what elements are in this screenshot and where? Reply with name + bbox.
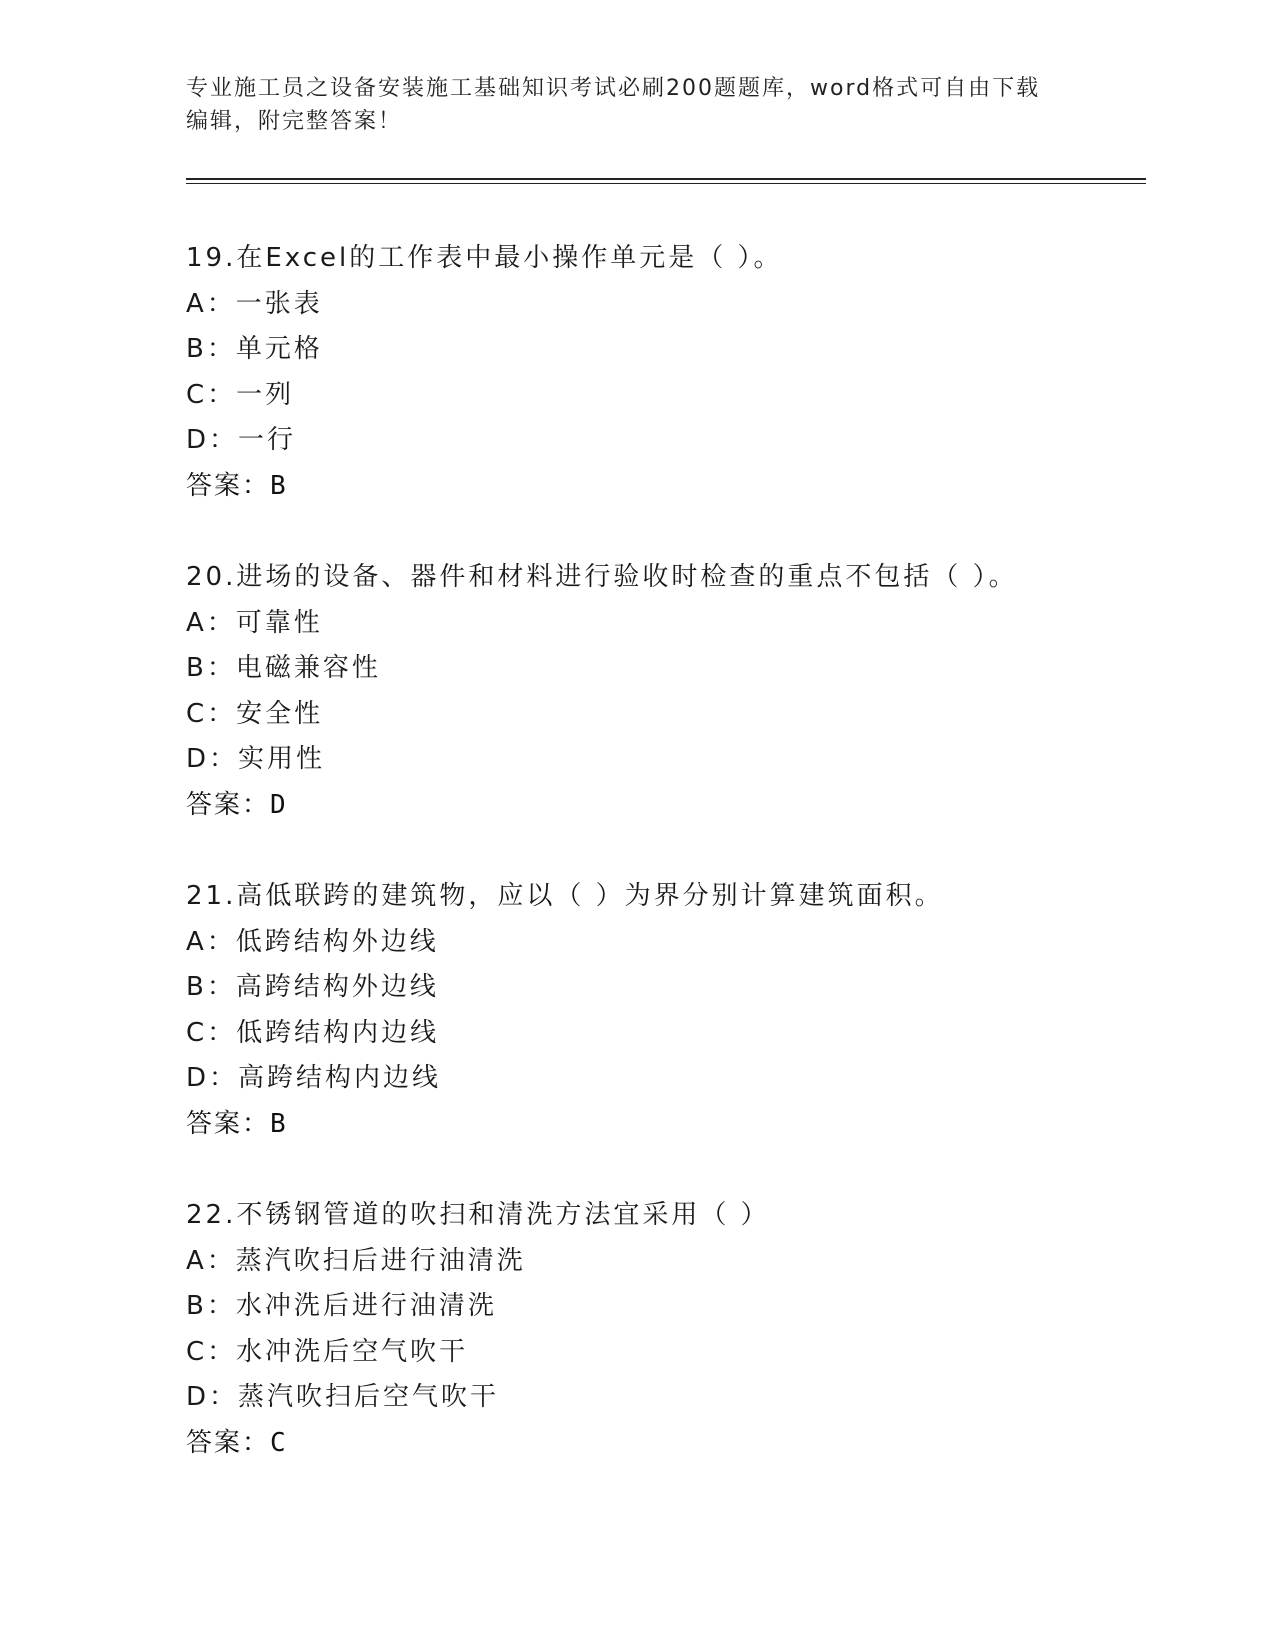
option-b: B：水冲洗后进行油清洗 xyxy=(186,1291,497,1321)
answer-value: C xyxy=(270,1427,288,1458)
option-a: A：可靠性 xyxy=(186,607,323,638)
answer-label: 答案： xyxy=(186,1108,271,1139)
answer-line xyxy=(186,783,1146,829)
option-b: B：单元格 xyxy=(186,334,323,364)
option-b: B：高跨结构外边线 xyxy=(186,972,439,1002)
option-a: A：一张表 xyxy=(186,288,323,319)
option-d: D：蒸汽吹扫后空气吹干 xyxy=(186,1382,500,1412)
question-stem: 19.在Excel的工作表中最小操作单元是（ ）。 xyxy=(186,243,783,273)
answer-label: 答案： xyxy=(186,789,271,820)
header-line-2: 编辑，附完整答案！ xyxy=(186,109,403,134)
header-line-1: 专业施工员之设备安装施工基础知识考试必刷200题题库，word格式可自由下载 xyxy=(186,76,1041,101)
question-stem: 22.不锈钢管道的吹扫和清洗方法宜采用（ ） xyxy=(186,1200,770,1230)
question-21 xyxy=(186,874,1146,1147)
answer-value: B xyxy=(270,470,288,501)
question-20 xyxy=(186,555,1146,828)
question-stem: 20.进场的设备、器件和材料进行验收时检查的重点不包括（ ）。 xyxy=(186,562,1018,592)
question-19 xyxy=(186,236,1146,509)
option-d: D：一行 xyxy=(186,425,297,455)
header-divider-thick xyxy=(186,178,1146,180)
document-header xyxy=(186,72,1086,138)
header-divider-thin xyxy=(186,183,1146,184)
question-22 xyxy=(186,1193,1146,1466)
option-a: A：蒸汽吹扫后进行油清洗 xyxy=(186,1245,526,1276)
answer-line xyxy=(186,1102,1146,1148)
answer-line xyxy=(186,464,1146,510)
option-d: D：高跨结构内边线 xyxy=(186,1063,442,1093)
option-c: C：一列 xyxy=(186,379,295,410)
question-stem: 21.高低联跨的建筑物，应以（ ）为界分别计算建筑面积。 xyxy=(186,881,944,911)
answer-value: D xyxy=(270,789,288,820)
question-list xyxy=(186,236,1146,1512)
answer-label: 答案： xyxy=(186,470,271,501)
answer-value: B xyxy=(270,1108,288,1139)
option-c: C：水冲洗后空气吹干 xyxy=(186,1336,469,1367)
option-c: C：低跨结构内边线 xyxy=(186,1017,440,1048)
option-c: C：安全性 xyxy=(186,698,324,729)
option-d: D：实用性 xyxy=(186,744,326,774)
option-a: A：低跨结构外边线 xyxy=(186,926,439,957)
answer-label: 答案： xyxy=(186,1427,271,1458)
option-b: B：电磁兼容性 xyxy=(186,653,381,683)
answer-line xyxy=(186,1421,1146,1467)
